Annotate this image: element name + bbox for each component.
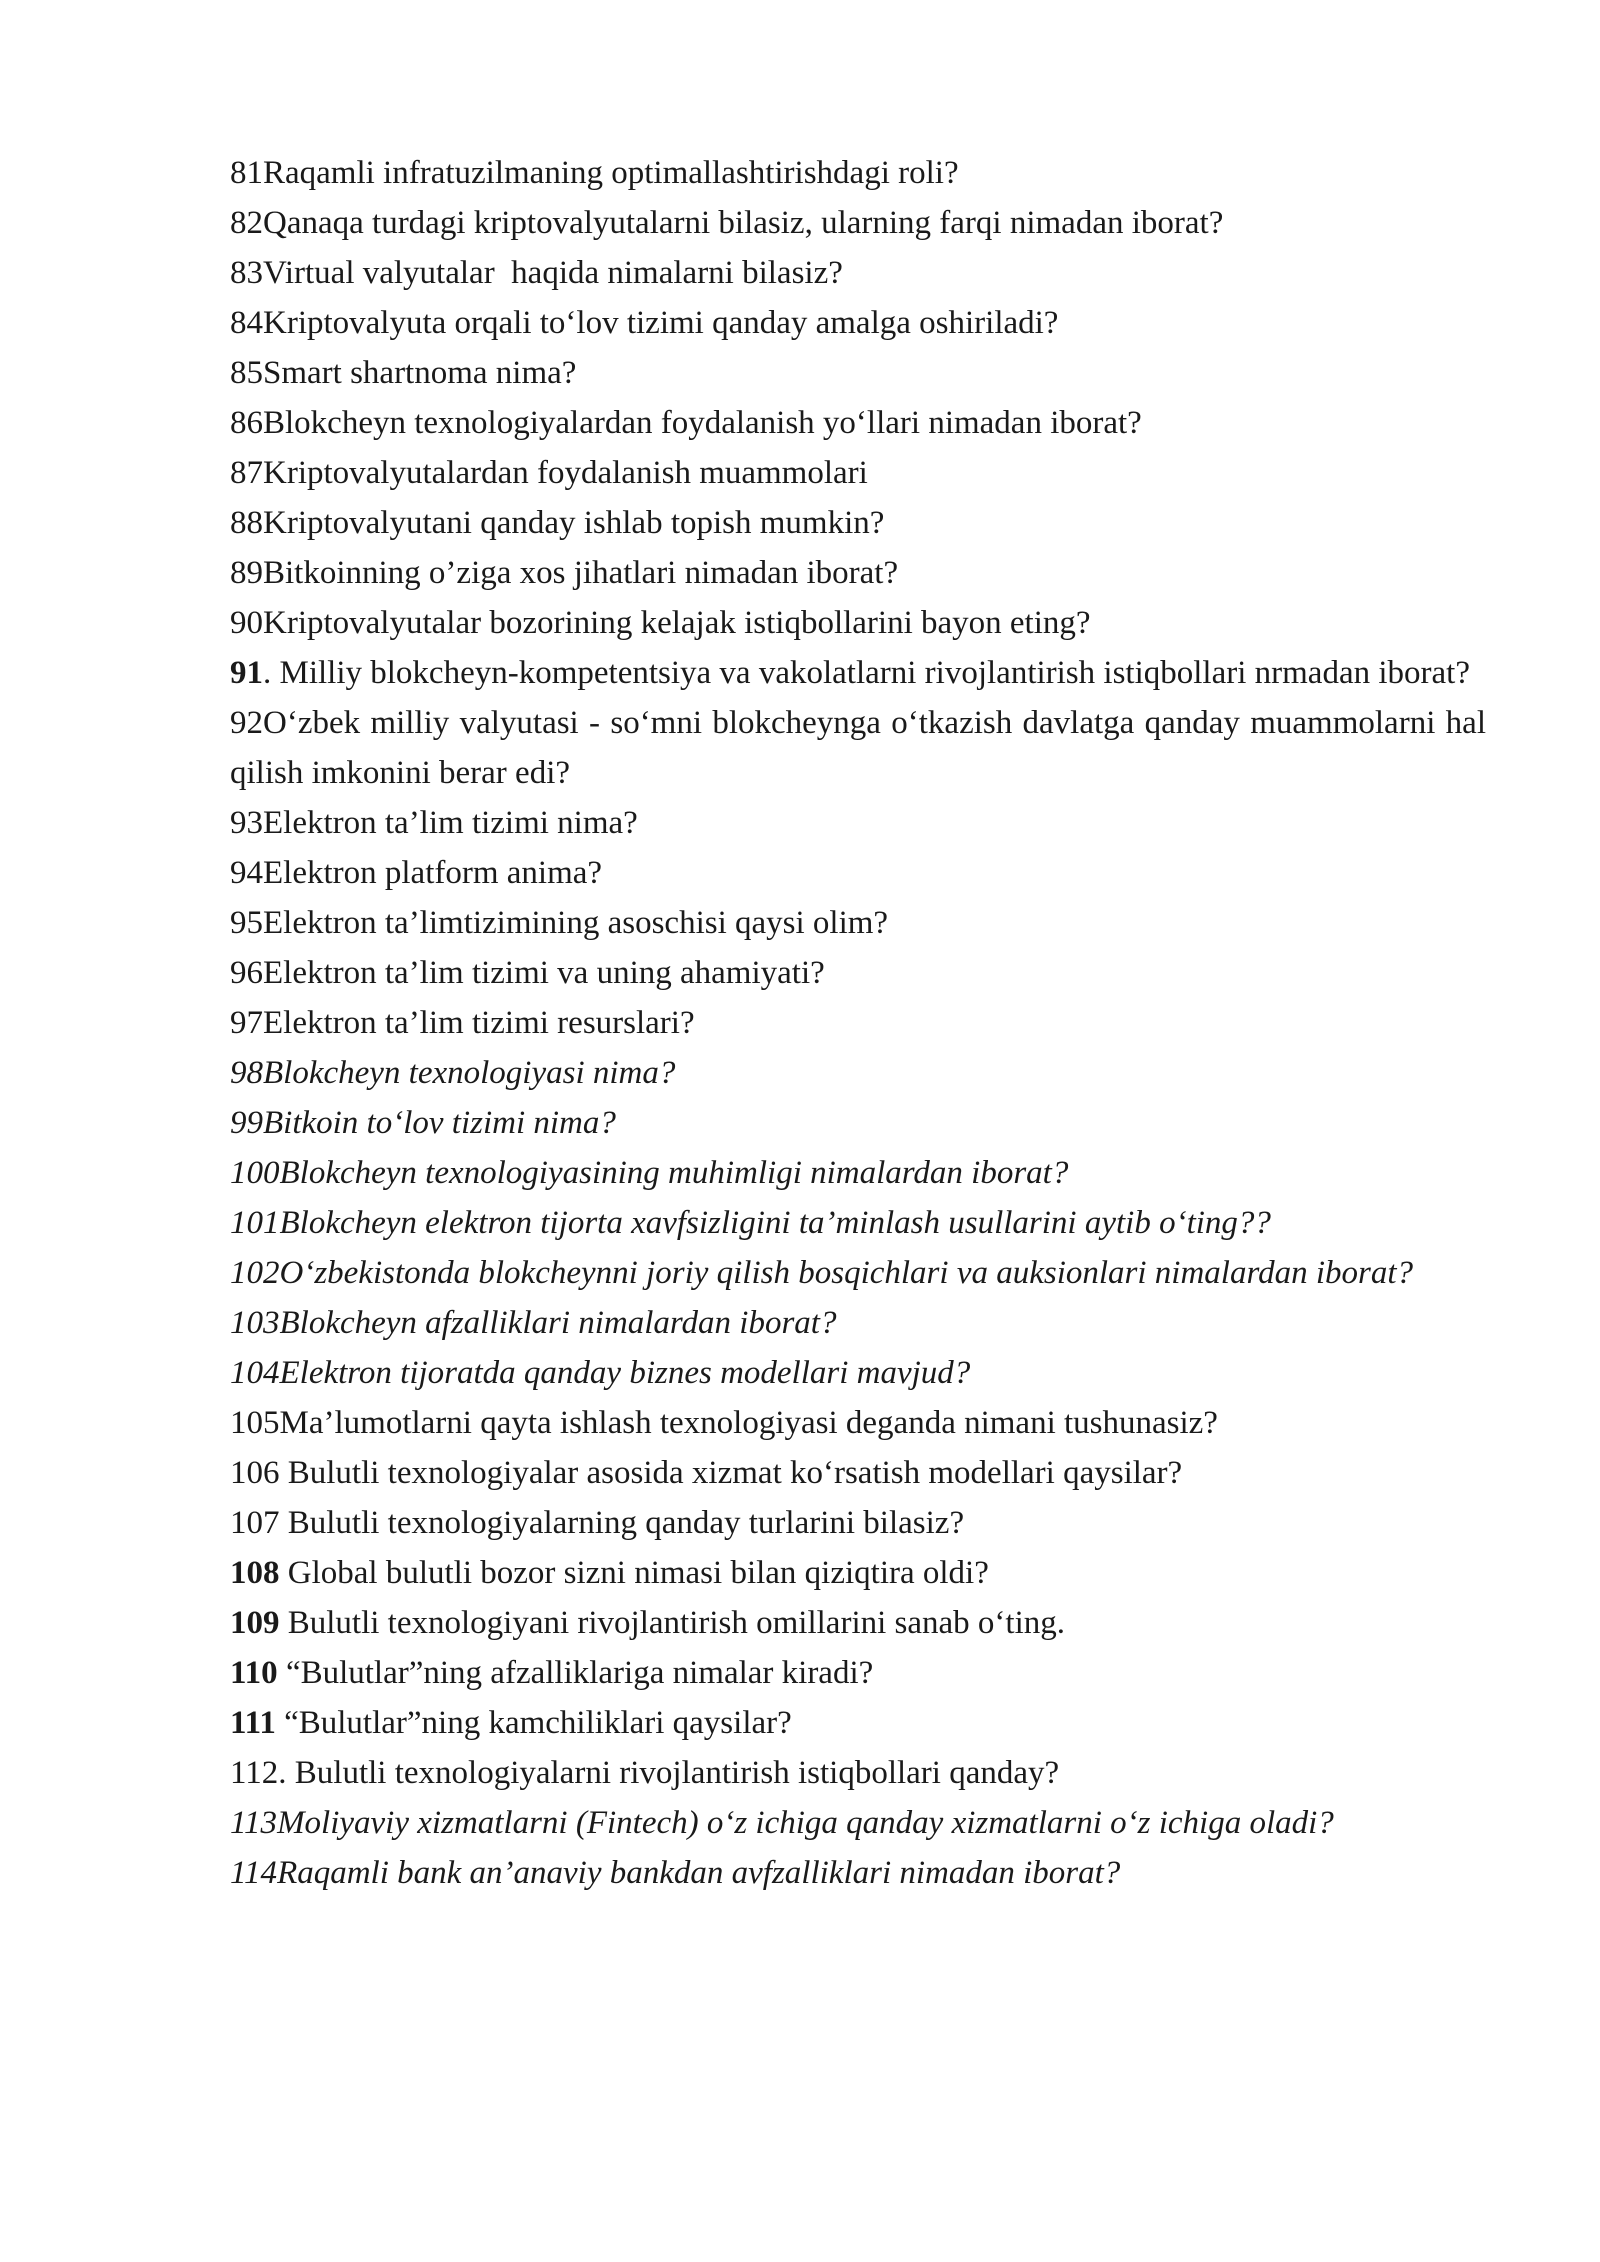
question-104 bbox=[230, 1348, 1486, 1398]
question-number: 107 bbox=[230, 1505, 280, 1541]
question-91 bbox=[230, 648, 1486, 698]
question-text: Bitkoinning o’ziga xos jihatlari nimadan iborat? bbox=[263, 555, 899, 591]
question-98 bbox=[230, 1048, 1486, 1098]
question-105 bbox=[230, 1398, 1486, 1448]
question-number: 109 bbox=[230, 1605, 280, 1641]
question-95 bbox=[230, 898, 1486, 948]
question-text: Elektron ta’lim tizimi nima? bbox=[263, 805, 638, 841]
question-number: 104 bbox=[230, 1355, 280, 1391]
question-number: 82 bbox=[230, 205, 263, 241]
question-text: “Bulutlar”ning afzalliklariga nimalar kiradi? bbox=[277, 1655, 874, 1691]
question-number: 88 bbox=[230, 505, 263, 541]
question-number: 111 bbox=[230, 1705, 276, 1741]
question-text: . Milliy blokcheyn-kompetentsiya va vakolatlarni rivojlantirish istiqbollari nrmadan iborat? bbox=[263, 655, 1470, 691]
question-text: Global bulutli bozor sizni nimasi bilan qiziqtira oldi? bbox=[279, 1555, 989, 1591]
question-text: Kriptovalyuta orqali to‘lov tizimi qanday amalga oshiriladi? bbox=[263, 305, 1059, 341]
question-number: 83 bbox=[230, 255, 263, 291]
question-number: 102 bbox=[230, 1255, 280, 1291]
question-number: 94 bbox=[230, 855, 263, 891]
question-number: 87 bbox=[230, 455, 263, 491]
question-87 bbox=[230, 448, 1486, 498]
question-number: 110 bbox=[230, 1655, 278, 1691]
question-text: Bitkoin to‘lov tizimi nima? bbox=[263, 1105, 616, 1141]
question-text: Virtual valyutalar haqida nimalarni bilasiz? bbox=[263, 255, 843, 291]
question-text: Bulutli texnologiyani rivojlantirish omillarini sanab o‘ting. bbox=[279, 1605, 1065, 1641]
question-85 bbox=[230, 348, 1486, 398]
question-number: 81 bbox=[230, 155, 263, 191]
question-number: 86 bbox=[230, 405, 263, 441]
question-96 bbox=[230, 948, 1486, 998]
question-number: 95 bbox=[230, 905, 263, 941]
question-108 bbox=[230, 1548, 1486, 1598]
question-text: O‘zbek milliy valyutasi - so‘mni blokcheynga o‘tkazish davlatga qanday muammolarni hal qilish imkonini berar edi? bbox=[230, 705, 1486, 791]
question-text: Bulutli texnologiyalarning qanday turlarini bilasiz? bbox=[279, 1505, 965, 1541]
question-number: 112 bbox=[230, 1755, 279, 1791]
question-text: Elektron ta’lim tizimi resurslari? bbox=[263, 1005, 695, 1041]
question-86 bbox=[230, 398, 1486, 448]
question-text: “Bulutlar”ning kamchiliklari qaysilar? bbox=[275, 1705, 792, 1741]
question-number: 108 bbox=[230, 1555, 280, 1591]
question-text: Blokcheyn elektron tijorta xavfsizligini ta’minlash usullarini aytib o‘ting?? bbox=[279, 1205, 1271, 1241]
question-83 bbox=[230, 248, 1486, 298]
question-text: O‘zbekistonda blokcheynni joriy qilish bosqichlari va auksionlari nimalardan iborat? bbox=[279, 1255, 1414, 1291]
question-number: 85 bbox=[230, 355, 263, 391]
question-number: 89 bbox=[230, 555, 263, 591]
question-text: Ma’lumotlarni qayta ishlash texnologiyasi deganda nimani tushunasiz? bbox=[279, 1405, 1218, 1441]
question-number: 113 bbox=[230, 1805, 278, 1841]
question-113 bbox=[230, 1798, 1486, 1848]
question-text: Kriptovalyutalardan foydalanish muammolari bbox=[263, 455, 868, 491]
question-text: Moliyaviy xizmatlarni (Fintech) o‘z ichiga qanday xizmatlarni o‘z ichiga oladi? bbox=[277, 1805, 1334, 1841]
question-99 bbox=[230, 1098, 1486, 1148]
question-82 bbox=[230, 198, 1486, 248]
question-number: 84 bbox=[230, 305, 263, 341]
question-text: Raqamli infratuzilmaning optimallashtirishdagi roli? bbox=[263, 155, 959, 191]
question-102 bbox=[230, 1248, 1486, 1298]
question-text: Elektron ta’limtizimining asoschisi qaysi olim? bbox=[263, 905, 889, 941]
question-number: 114 bbox=[230, 1855, 278, 1891]
question-92 bbox=[230, 698, 1486, 798]
question-list bbox=[230, 148, 1486, 1898]
question-112 bbox=[230, 1748, 1486, 1798]
question-106 bbox=[230, 1448, 1486, 1498]
question-number: 98 bbox=[230, 1055, 263, 1091]
question-90 bbox=[230, 598, 1486, 648]
question-109 bbox=[230, 1598, 1486, 1648]
question-text: Kriptovalyutalar bozorining kelajak istiqbollarini bayon eting? bbox=[263, 605, 1091, 641]
question-number: 97 bbox=[230, 1005, 263, 1041]
question-93 bbox=[230, 798, 1486, 848]
question-number: 103 bbox=[230, 1305, 280, 1341]
question-number: 92 bbox=[230, 705, 263, 741]
question-88 bbox=[230, 498, 1486, 548]
question-number: 100 bbox=[230, 1155, 280, 1191]
question-text: Blokcheyn texnologiyalardan foydalanish yo‘llari nimadan iborat? bbox=[263, 405, 1142, 441]
question-text: Qanaqa turdagi kriptovalyutalarni bilasiz, ularning farqi nimadan iborat? bbox=[263, 205, 1224, 241]
question-81 bbox=[230, 148, 1486, 198]
question-number: 96 bbox=[230, 955, 263, 991]
question-107 bbox=[230, 1498, 1486, 1548]
question-number: 90 bbox=[230, 605, 263, 641]
question-number: 101 bbox=[230, 1205, 280, 1241]
question-101 bbox=[230, 1198, 1486, 1248]
question-110 bbox=[230, 1648, 1486, 1698]
question-text: Bulutli texnologiyalar asosida xizmat ko‘rsatish modellari qaysilar? bbox=[279, 1455, 1183, 1491]
question-text: Smart shartnoma nima? bbox=[263, 355, 577, 391]
question-number: 99 bbox=[230, 1105, 263, 1141]
question-text: Elektron tijoratda qanday biznes modellari mavjud? bbox=[279, 1355, 971, 1391]
question-89 bbox=[230, 548, 1486, 598]
question-text: Blokcheyn texnologiyasining muhimligi nimalardan iborat? bbox=[279, 1155, 1069, 1191]
question-number: 105 bbox=[230, 1405, 280, 1441]
question-text: Blokcheyn texnologiyasi nima? bbox=[263, 1055, 676, 1091]
question-text: Raqamli bank an’anaviy bankdan avfzalliklari nimadan iborat? bbox=[277, 1855, 1121, 1891]
question-84 bbox=[230, 298, 1486, 348]
question-111 bbox=[230, 1698, 1486, 1748]
question-100 bbox=[230, 1148, 1486, 1198]
question-number: 106 bbox=[230, 1455, 280, 1491]
question-number: 93 bbox=[230, 805, 263, 841]
question-text: Elektron platform anima? bbox=[263, 855, 603, 891]
question-94 bbox=[230, 848, 1486, 898]
question-text: . Bulutli texnologiyalarni rivojlantirish istiqbollari qanday? bbox=[278, 1755, 1060, 1791]
question-number: 91 bbox=[230, 655, 263, 691]
question-103 bbox=[230, 1298, 1486, 1348]
question-97 bbox=[230, 998, 1486, 1048]
question-114 bbox=[230, 1848, 1486, 1898]
question-text: Elektron ta’lim tizimi va uning ahamiyati? bbox=[263, 955, 825, 991]
question-text: Blokcheyn afzalliklari nimalardan iborat? bbox=[279, 1305, 837, 1341]
question-text: Kriptovalyutani qanday ishlab topish mumkin? bbox=[263, 505, 885, 541]
